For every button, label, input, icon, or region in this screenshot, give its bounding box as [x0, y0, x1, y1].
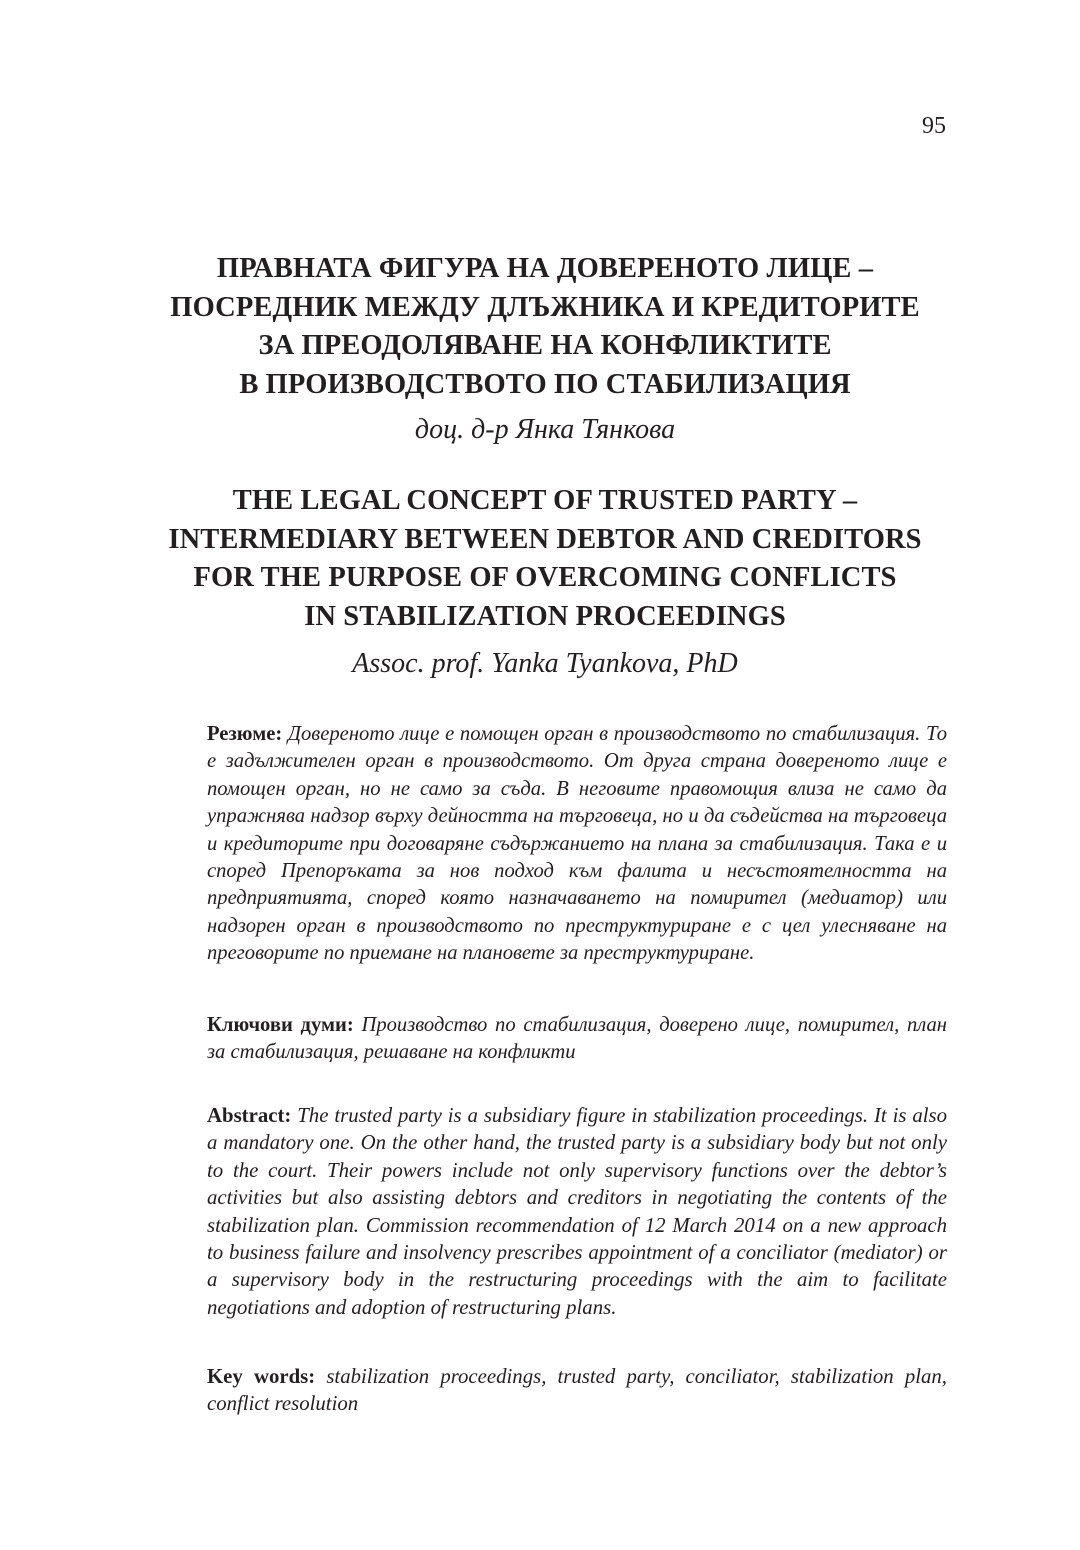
abstract-text: The trusted party is a subsidiary figure in stabilization proceedings. It is also a mandatory one. On the other hand, the trusted party is a subsidiary body but not only to the court. Their powers include not only supervisory functions over the debtor’s activities but also assisting debtors and creditors in negotiating the contents of the stabilization plan. Commission recommendation of 12 March 2014 on a new approach to business failure and insolvency prescribes appointment of a conciliator (mediator) or a supervisory body in the restructuring proceedings with the aim to facilitate negotiations and adoption of restructuring plans.	[207, 1104, 948, 1319]
title-bulgarian	[100, 250, 990, 404]
author-bulgarian: доц. д-р Янка Тянкова	[414, 414, 676, 445]
keywords-label: Key words:	[207, 1365, 316, 1388]
keywords-english	[207, 1363, 947, 1418]
title-line: ПРАВНАТА ФИГУРА НА ДОВЕРЕНОТО ЛИЦЕ –	[216, 253, 874, 284]
title-line: THE LEGAL CONCEPT OF TRUSTED PARTY –	[232, 485, 858, 516]
abstract-text: Довереното лице е помощен орган в производството по стабилизация. То е задължителен орган в производството. От друга страна довереното лице е помощен орган, но не само за съда. В неговите правомощия влиза не само да упражнява надзор върху дейността на търговеца, но и да съдейства на търговеца и кредиторите при договаряне съдържанието на плана за стабилизация. Така е и според Препоръката за нов подход към фалита и несъстоятелността на предприятията, според която назначаването на помирител (медиатор) или надзорен орган в производството по преструктуриране е с цел улесняване на преговорите по приемане на плановете за преструктуриране.	[207, 723, 947, 965]
title-line: IN STABILIZATION PROCEEDINGS	[304, 600, 786, 632]
title-line: ЗА ПРЕОДОЛЯВАНЕ НА КОНФЛИКТИТЕ	[258, 330, 832, 361]
title-line: ПОСРЕДНИК МЕЖДУ ДЛЪЖНИКА И КРЕДИТОРИТЕ	[170, 291, 920, 323]
abstract-english	[207, 1102, 947, 1321]
keywords-bulgarian	[207, 1012, 947, 1067]
title-english	[100, 482, 990, 636]
author-english: Assoc. prof. Yanka Tyankova, PhD	[352, 648, 738, 679]
title-line: В ПРОИЗВОДСТВОТО ПО СТАБИЛИЗАЦИЯ	[239, 368, 851, 400]
abstract-label: Резюме:	[207, 723, 283, 745]
title-line: FOR THE PURPOSE OF OVERCOMING CONFLICTS	[193, 562, 897, 593]
page-number: 95	[922, 113, 946, 139]
keywords-label: Ключови думи:	[207, 1014, 354, 1036]
keywords-text: Производство по стабилизация, доверено лице, помирител, план за стабилизация, решаване на конфликти	[207, 1014, 947, 1064]
title-line: INTERMEDIARY BETWEEN DEBTOR AND CREDITORS	[168, 523, 922, 555]
abstract-label: Abstract:	[207, 1104, 292, 1127]
keywords-text: stabilization proceedings, trusted party, conciliator, stabilization plan, conflict resolution	[207, 1365, 947, 1416]
abstract-bulgarian	[207, 721, 947, 968]
